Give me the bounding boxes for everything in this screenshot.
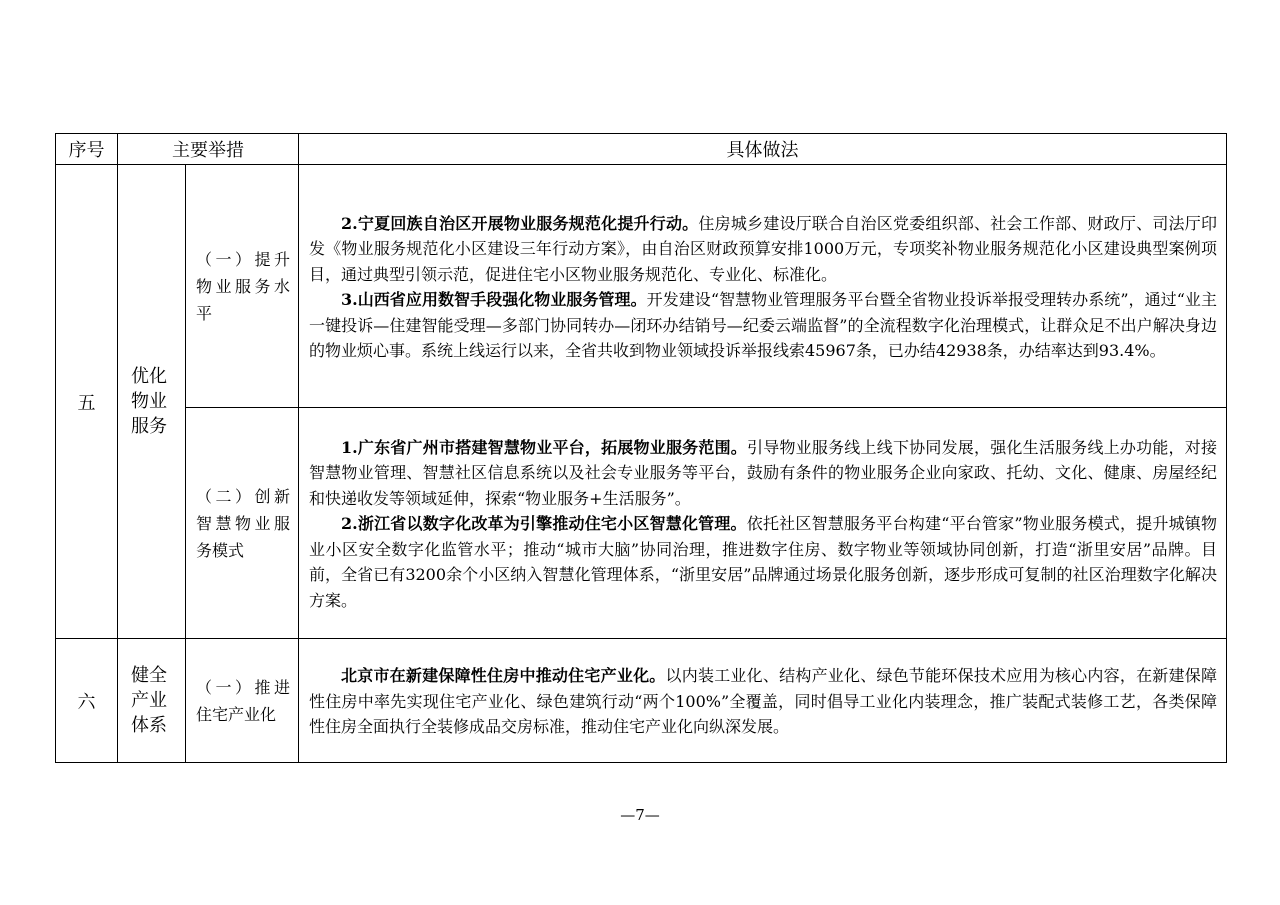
practice-cell (299, 165, 1227, 408)
sub-measure: （二）创新智慧物业服务模式 (186, 408, 299, 639)
practice-paragraph (309, 435, 1217, 512)
measures-table (55, 133, 1227, 763)
section-seq: 六 (56, 639, 118, 763)
section-category: 健全产业体系 (118, 639, 186, 763)
practice-title: 2.浙江省以数字化改革为引擎推动住宅小区智慧化管理。 (341, 514, 747, 534)
practice-text: 依托社区智慧服务平台构建“平台管家”物业服务模式，提升城镇物业小区安全数字化监管水平；推动“城市大脑”协同治理，推进数字住房、数字物业等领域协同创新，打造“浙里安居”品牌。目前，全省已有3200余个小区纳入智慧化管理体系，“浙里安居”品牌通过场景化服务创新，逐步形成可复制的社区治理数字化解决方案。 (309, 514, 1217, 610)
practice-text: 引导物业服务线上线下协同发展，强化生活服务线上办功能，对接智慧物业管理、智慧社区信息系统以及社会专业服务等平台，鼓励有条件的物业服务企业向家政、托幼、文化、健康、房屋经纪和快递收发等领域延伸，探索“物业服务+生活服务”。 (309, 437, 1217, 508)
practice-title: 北京市在新建保障性住房中推动住宅产业化。 (341, 666, 666, 686)
practice-text: 住房城乡建设厅联合自治区党委组织部、社会工作部、财政厅、司法厅印发《物业服务规范化小区建设三年行动方案》，由自治区财政预算安排1000万元，专项奖补物业服务规范化小区建设典型案例项目，通过典型引领示范，促进住宅小区物业服务规范化、专业化、标准化。 (309, 213, 1217, 284)
practice-cell (299, 408, 1227, 639)
section-category: 优化物业服务 (118, 165, 186, 639)
sub-measure: （一）推进住宅产业化 (186, 639, 299, 763)
section-seq: 五 (56, 165, 118, 639)
table-row (56, 165, 1227, 408)
practice-text: 以内装工业化、结构产业化、绿色节能环保技术应用为核心内容，在新建保障性住房中率先实现住宅产业化、绿色建筑行动“两个100%”全覆盖，同时倡导工业化内装理念，推广装配式装修工艺，各类保障性住房全面执行全装修成品交房标准，推动住宅产业化向纵深发展。 (309, 666, 1217, 737)
sub-measure: （一）提升物业服务水平 (186, 165, 299, 408)
practice-title: 3.山西省应用数智手段强化物业服务管理。 (341, 290, 647, 309)
practice-paragraph (309, 211, 1217, 288)
header-measure: 主要举措 (118, 134, 299, 165)
practice-cell (299, 639, 1227, 763)
practice-paragraph (309, 663, 1217, 740)
practice-paragraph (309, 511, 1217, 613)
practice-paragraph (309, 287, 1217, 364)
practice-title: 1.广东省广州市搭建智慧物业平台，拓展物业服务范围。 (341, 437, 748, 457)
table-row (56, 408, 1227, 639)
table-header-row (56, 134, 1227, 165)
practice-text: 开发建设“智慧物业管理服务平台暨全省物业投诉举报受理转办系统”，通过“业主一键投诉—住建智能受理—多部门协同转办—闭环办结销号—纪委云端监督”的全流程数字化治理模式，让群众足不出户解决身边的物业烦心事。系统上线运行以来，全省共收到物业领域投诉举报线索45967条，已办结42938条，办结率达到93.4%。 (309, 290, 1217, 360)
table-row (56, 639, 1227, 763)
practice-title: 2.宁夏回族自治区开展物业服务规范化提升行动。 (341, 213, 699, 233)
header-practice: 具体做法 (299, 134, 1227, 165)
header-seq: 序号 (56, 134, 118, 165)
page-number: —7— (620, 806, 660, 824)
